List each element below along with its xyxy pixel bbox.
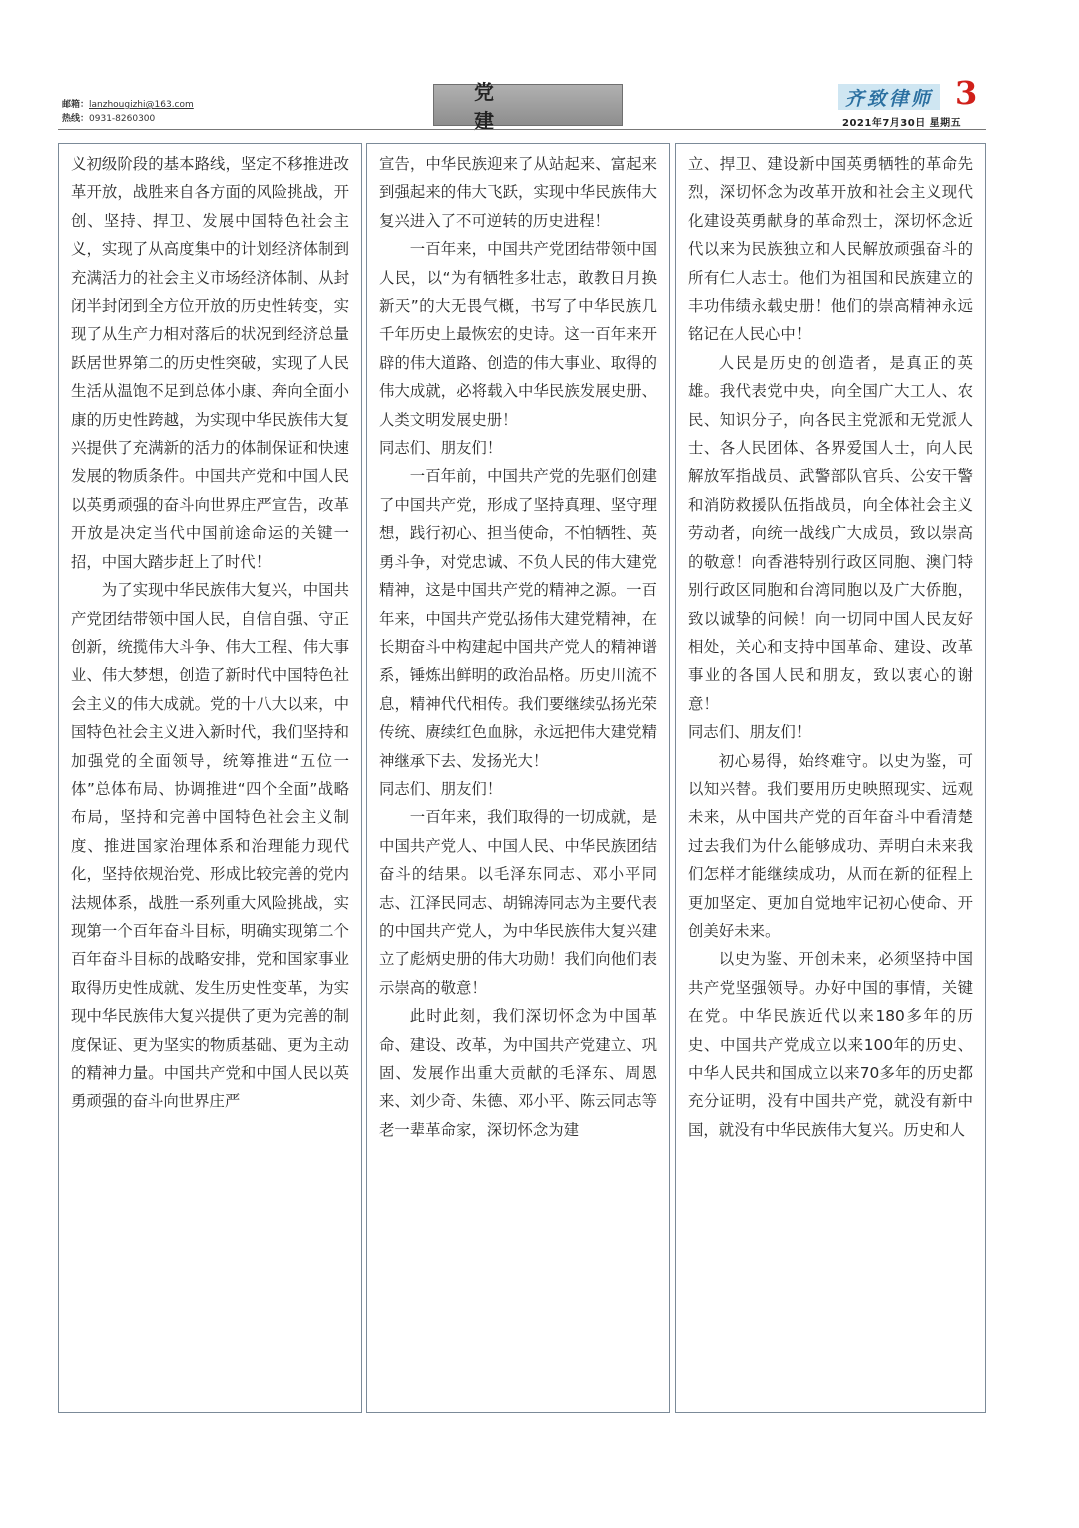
paragraph: 为了实现中华民族伟大复兴，中国共产党团结带领中国人民，自信自强、守正创新，统揽伟大斗争、伟大工程、伟大事业、伟大梦想，创造了新时代中国特色社会主义的伟大成就。党的十八大以来，中国特色社会主义进入新时代，我们坚持和加强党的全面领导，统筹推进“五位一体”总体布局、协调推进“四个全面”战略布局，坚持和完善中国特色社会主义制度、推进国家治理体系和治理能力现代化，坚持依规治党、形成比较完善的党内法规体系，战胜一系列重大风险挑战，实现第一个百年奋斗目标，明确实现第二个百年奋斗目标的战略安排，党和国家事业取得历史性成就、发生历史性变革，为实现中华民族伟大复兴提供了更为完善的制度保证、更为坚实的物质基础、更为主动的精神力量。中国共产党和中国人民以英勇顽强的奋斗向世界庄严 (71, 581, 349, 1111)
article-column-1 (58, 143, 362, 1413)
article-column-2 (366, 143, 670, 1413)
email-label: 邮箱： (62, 100, 90, 110)
page-number: 3 (955, 74, 978, 112)
contact-info (62, 98, 194, 126)
paragraph: 立、捍卫、建设新中国英勇牺牲的革命先烈，深切怀念为改革开放和社会主义现代化建设英勇献身的革命烈士，深切怀念近代以来为民族独立和人民解放顽强奋斗的所有仁人志士。他们为祖国和民族建立的丰功伟绩永载史册！他们的崇高精神永远铭记在人民心中！ (688, 155, 973, 344)
paragraph: 宣告，中华民族迎来了从站起来、富起来到强起来的伟大飞跃，实现中华民族伟大复兴进入了不可逆转的历史进程！ (379, 155, 657, 230)
paragraph: 以史为鉴、开创未来，必须坚持中国共产党坚强领导。办好中国的事情，关键在党。中华民族近代以来180多年的历史、中国共产党成立以来100年的历史、中华人民共和国成立以来70多年的历史都充分证明，没有中国共产党，就没有新中国，就没有中华民族伟大复兴。历史和人 (688, 950, 973, 1139)
section-title: 党 建 (433, 84, 623, 126)
issue-date: 2021年7月30日 星期五 (842, 118, 962, 129)
header-rule (58, 129, 986, 130)
hotline-line (62, 112, 194, 126)
hotline-label: 热线： (62, 114, 90, 124)
email-line (62, 98, 194, 112)
paragraph: 初心易得，始终难守。以史为鉴，可以知兴替。我们要用历史映照现实、远观未来，从中国共产党的百年奋斗中看清楚过去我们为什么能够成功、弄明白未来我们怎样才能继续成功，从而在新的征程上更加坚定、更加自觉地牢记初心使命、开创美好未来。 (688, 751, 973, 940)
paragraph: 此时此刻，我们深切怀念为中国革命、建设、改革，为中国共产党建立、巩固、发展作出重大贡献的毛泽东、周恩来、刘少奇、朱德、邓小平、陈云同志等老一辈革命家，深切怀念为建 (379, 1007, 657, 1139)
paragraph: 同志们、朋友们！ (379, 779, 503, 798)
hotline-number: 0931-8260300 (89, 114, 156, 124)
masthead-logo: 齐致律师 (838, 84, 940, 110)
paragraph: 人民是历史的创造者，是真正的英雄。我代表党中央，向全国广大工人、农民、知识分子，向各民主党派和无党派人士、各人民团体、各界爱国人士，向人民解放军指战员、武警部队官兵、公安干警和消防救援队伍指战员，向全体社会主义劳动者，向统一战线广大成员，致以崇高的敬意！向香港特别行政区同胞、澳门特别行政区同胞和台湾同胞以及广大侨胞，致以诚挚的问候！向一切同中国人民友好相处，关心和支持中国革命、建设、改革事业的各国人民和朋友，致以衷心的谢意！ (688, 353, 973, 713)
email-address: lanzhougizhi@163.com (89, 100, 194, 110)
paragraph: 同志们、朋友们！ (379, 439, 503, 458)
paragraph: 一百年前，中国共产党的先驱们创建了中国共产党，形成了坚持真理、坚守理想，践行初心、担当使命，不怕牺牲、英勇斗争，对党忠诚、不负人民的伟大建党精神，这是中国共产党的精神之源。一百年来，中国共产党弘扬伟大建党精神，在长期奋斗中构建起中国共产党人的精神谱系，锤炼出鲜明的政治品格。历史川流不息，精神代代相传。我们要继续弘扬光荣传统、赓续红色血脉，永远把伟大建党精神继承下去、发扬光大！ (379, 467, 657, 770)
paragraph: 一百年来，中国共产党团结带领中国人民，以“为有牺牲多壮志，敢教日月换新天”的大无畏气概，书写了中华民族几千年历史上最恢宏的史诗。这一百年来开辟的伟大道路、创造的伟大事业、取得的伟大成就，必将载入中华民族发展史册、人类文明发展史册！ (379, 240, 657, 429)
paragraph: 义初级阶段的基本路线，坚定不移推进改革开放，战胜来自各方面的风险挑战，开创、坚持、捍卫、发展中国特色社会主义，实现了从高度集中的计划经济体制到充满活力的社会主义市场经济体制、从封闭半封闭到全方位开放的历史性转变，实现了从生产力相对落后的状况到经济总量跃居世界第二的历史性突破，实现了人民生活从温饱不足到总体小康、奔向全面小康的历史性跨越，为实现中华民族伟大复兴提供了充满新的活力的体制保证和快速发展的物质条件。中国共产党和中国人民以英勇顽强的奋斗向世界庄严宣告，改革开放是决定当代中国前途命运的关键一招，中国大踏步赶上了时代！ (71, 155, 349, 571)
article-column-3 (675, 143, 986, 1413)
paragraph: 同志们、朋友们！ (688, 723, 812, 742)
paragraph: 一百年来，我们取得的一切成就，是中国共产党人、中国人民、中华民族团结奋斗的结果。以毛泽东同志、邓小平同志、江泽民同志、胡锦涛同志为主要代表的中国共产党人，为中华民族伟大复兴建立了彪炳史册的伟大功勋！我们向他们表示崇高的敬意！ (379, 808, 657, 997)
